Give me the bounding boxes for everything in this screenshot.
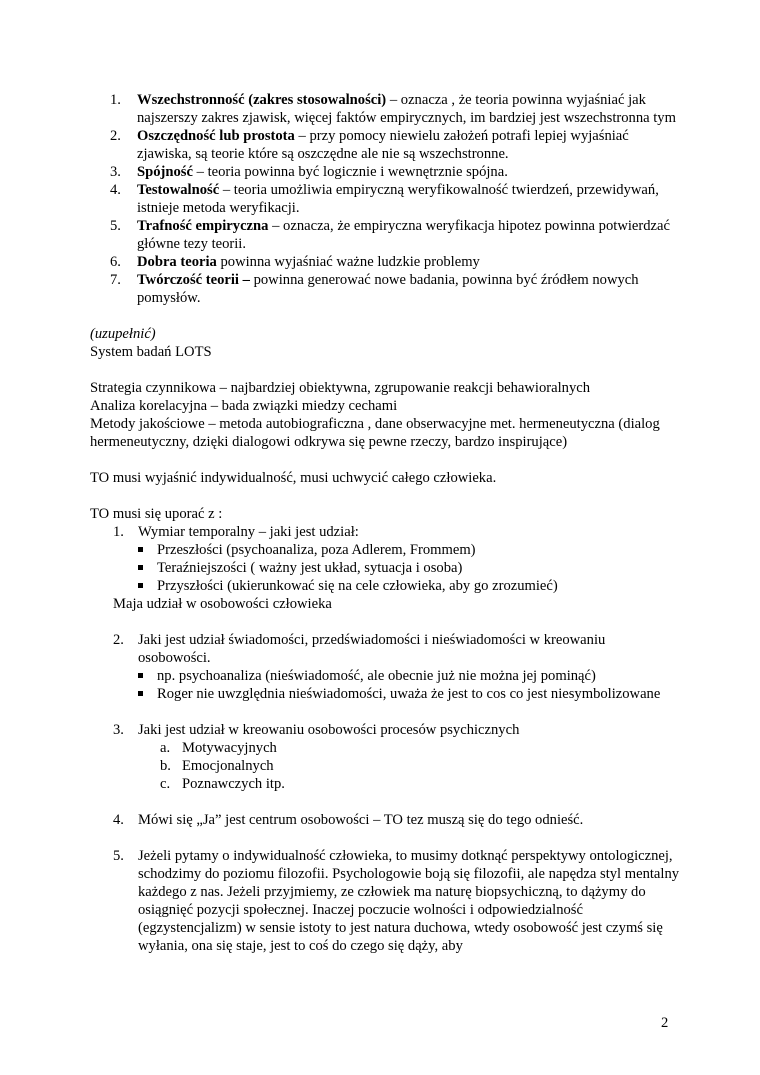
list-number: 5. — [113, 848, 124, 864]
bullet-item — [90, 541, 680, 559]
item-text: Wymiar temporalny – jaki jest udział: — [138, 524, 359, 540]
list-number: 3. — [113, 722, 124, 738]
bullet-text: Przeszłości (psychoanaliza, poza Adlerem, Frommem) — [157, 542, 476, 558]
list-number: 6. — [110, 254, 121, 270]
criterion-text: – przy pomocy niewielu założeń potrafi lepiej wyjaśniać zjawiska, są teorie które są oszczędne ale nie są wszechstronne. — [137, 128, 629, 162]
bullet-text: Teraźniejszości ( ważny jest układ, sytuacja i osoba) — [157, 560, 463, 576]
item-text: Mówi się „Ja” jest centrum osobowości – TO tez muszą się do tego odnieść. — [138, 812, 584, 828]
criterion-text: – oznacza , że teoria powinna wyjaśniać jak najszerszy zakres zjawisk, więcej faktów empirycznych, im bardziej jest wszechstronna tym — [137, 92, 676, 126]
bullet-item — [90, 577, 680, 595]
criterion-term: Spójność — [137, 164, 193, 180]
list-item — [90, 811, 680, 829]
method-line: Metody jakościowe – metoda autobiograficzna , dane obserwacyjne met. hermeneutyczna (dialog hermeneutyczny, dzięki dialogowi odkrywa się pewne rzeczy, bardzo inspirujące) — [90, 416, 660, 450]
to-deal-heading: TO musi się uporać z : — [90, 506, 223, 522]
criterion-text: – oznacza, że empiryczna weryfikacja hipotez powinna potwierdzać główne tezy teorii. — [137, 218, 670, 252]
sub-list-letter: b. — [160, 758, 171, 774]
criterion-term: Oszczędność lub prostota — [137, 128, 295, 144]
to-explain-paragraph: TO musi wyjaśnić indywidualność, musi uchwycić całego człowieka. — [90, 470, 497, 486]
list-number: 1. — [113, 524, 124, 540]
criterion-term: Dobra teoria — [137, 254, 217, 270]
bullet-text: Roger nie uwzględnia nieświadomości, uważa że jest to cos co jest niesymbolizowane — [157, 686, 661, 702]
square-bullet-icon — [138, 673, 143, 678]
bullet-item — [90, 685, 680, 703]
bullet-item — [90, 559, 680, 577]
list-number: 2. — [110, 128, 121, 144]
criteria-list — [90, 91, 680, 307]
page-number: 2 — [661, 1015, 669, 1031]
sub-item-text: Emocjonalnych — [182, 758, 274, 774]
criterion-term: Testowalność — [137, 182, 220, 198]
criterion-term: Wszechstronność (zakres stosowalności) — [137, 92, 387, 108]
square-bullet-icon — [138, 565, 143, 570]
document-page — [90, 91, 680, 955]
list-number: 4. — [113, 812, 124, 828]
criterion-term: Trafność empiryczna — [137, 218, 269, 234]
sub-item-text: Motywacyjnych — [182, 740, 277, 756]
list-item — [90, 181, 680, 217]
list-item — [90, 91, 680, 127]
list-item — [90, 253, 680, 271]
item-text: Jaki jest udział w kreowaniu osobowości procesów psychicznych — [138, 722, 520, 738]
lots-heading: System badań LOTS — [90, 344, 212, 360]
list-item — [90, 721, 680, 739]
sub-list-letter: c. — [160, 776, 171, 792]
sub-list-item — [90, 757, 680, 775]
list-number: 7. — [110, 272, 121, 288]
sub-list-item — [90, 739, 680, 757]
item-text: Jeżeli pytamy o indywidualność człowieka, to musimy dotknąć perspektywy ontologicznej, schodzimy do poziomu filozofii. Psychologowie boją się filozofii, ale napędza styl mentalny każdego z nas. Jeżeli przyjmiemy, ze człowiek ma naturę biopsychiczną, to dążymy do osiągnięć pozycji społecznej. Inaczej poczucie wolności i odpowiedzialność (egzystencjalizm) w sensie istoty to jest natura duchowa, wtedy osobowość jest czymś się wyłania, ona się staje, jest to coś do czego się dąży, aby — [138, 848, 680, 954]
item-note: Maja udział w osobowości człowieka — [113, 596, 332, 612]
list-item — [90, 127, 680, 163]
item-text: Jaki jest udział świadomości, przedświadomości i nieświadomości w kreowaniu osobowości. — [138, 632, 606, 666]
criterion-text: powinna generować nowe badania, powinna być źródłem nowych pomysłów. — [137, 272, 639, 306]
uzupelnic-note: (uzupełnić) — [90, 326, 156, 342]
criterion-term: Twórczość teorii – — [137, 272, 250, 288]
bullet-text: Przyszłości (ukierunkować się na cele człowieka, aby go zrozumieć) — [157, 578, 558, 594]
bullet-text: np. psychoanaliza (nieświadomość, ale obecnie już nie można jej pominąć) — [157, 668, 596, 684]
method-line: Analiza korelacyjna – bada związki miedzy cechami — [90, 398, 398, 414]
list-item — [90, 217, 680, 253]
square-bullet-icon — [138, 691, 143, 696]
method-line: Strategia czynnikowa – najbardziej obiektywna, zgrupowanie reakcji behawioralnych — [90, 380, 591, 396]
sub-list-letter: a. — [160, 740, 171, 756]
sub-item-text: Poznawczych itp. — [182, 776, 285, 792]
list-number: 2. — [113, 632, 124, 648]
list-item — [90, 523, 680, 541]
sub-list-item — [90, 775, 680, 793]
list-number: 3. — [110, 164, 121, 180]
criterion-text: – teoria powinna być logicznie i wewnętrznie spójna. — [192, 164, 508, 180]
list-number: 4. — [110, 182, 121, 198]
list-item — [90, 631, 680, 667]
square-bullet-icon — [138, 547, 143, 552]
list-item — [90, 847, 680, 955]
list-number: 1. — [110, 92, 121, 108]
criterion-text: – teoria umożliwia empiryczną weryfikowalność twierdzeń, przewidywań, istnieje metoda weryfikacji. — [137, 182, 659, 216]
square-bullet-icon — [138, 583, 143, 588]
list-item — [90, 271, 680, 307]
criterion-text: powinna wyjaśniać ważne ludzkie problemy — [216, 254, 480, 270]
bullet-item — [90, 667, 680, 685]
list-item — [90, 163, 680, 181]
list-number: 5. — [110, 218, 121, 234]
